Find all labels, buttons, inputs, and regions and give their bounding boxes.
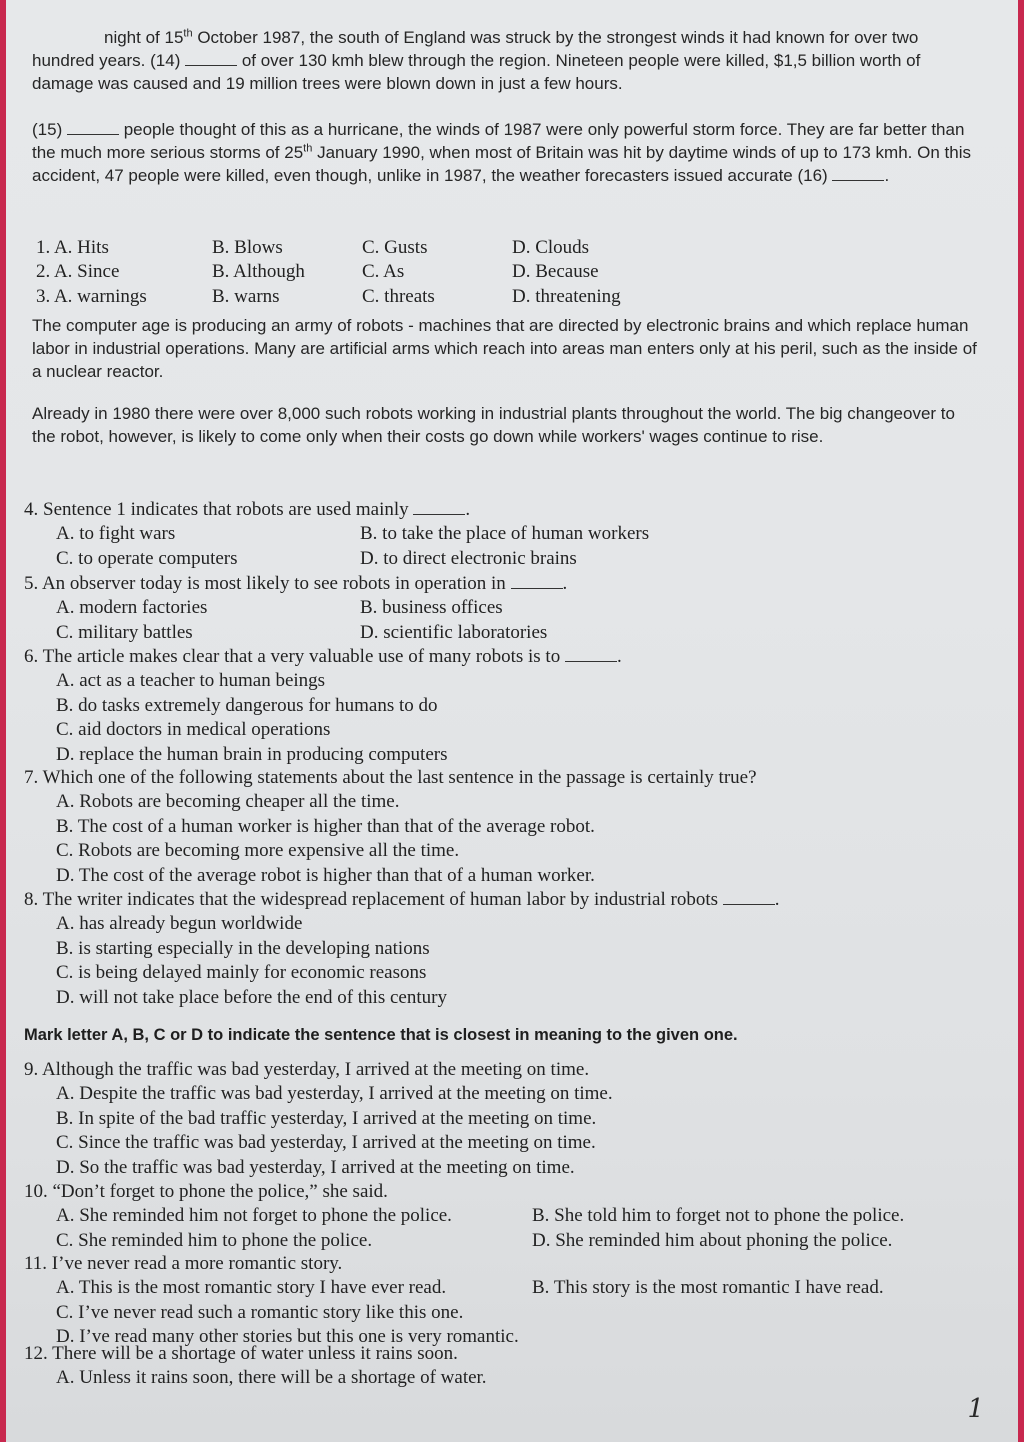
option-a: 1. A. Hits [36,237,109,258]
option-d: D. will not take place before the end of this century [56,986,447,1008]
passage1-text: of over 130 kmh blew through the region. Nineteen people were killed, $1,5 billion worth of damage was caused and 19 million trees were blown down in just a few hours. [32,51,921,93]
passage1-text: January 1990, when most of Britain was hit by daytime winds of up to 173 kmh. On this accident, 47 people were killed, even though, unlike in 1987, the weather forecasters issued accurate (16) [32,143,971,185]
option-c: C. is being delayed mainly for economic reasons [56,962,427,984]
option-d: D. replace the human brain in producing computers [56,743,448,765]
option-b: B. do tasks extremely dangerous for humans to do [56,694,438,716]
question-stem: 12. There will be a shortage of water unless it rains soon. [24,1343,458,1364]
question-10 [24,1180,1004,1253]
question-stem: 6. The article makes clear that a very valuable use of many robots is to [24,646,561,667]
option-c: C. aid doctors in medical operations [56,719,331,741]
answer-blank [413,500,465,515]
passage2-paragraph1: The computer age is producing an army of robots - machines that are directed by electronic brains and which replace human labor in industrial operations. Many are artificial arms which reach into areas man enters only at his peril, such as the inside of a nuclear reactor. [32,316,977,381]
answer-blank [511,574,563,589]
question-stem: 5. An observer today is most likely to see robots in operation in [24,573,506,594]
option-c: C. threats [362,285,435,307]
option-a: A. modern factories [56,597,208,619]
answer-blank [565,647,617,662]
option-c: C. Robots are becoming more expensive all the time. [56,840,460,862]
option-a: A. Despite the traffic was bad yesterday, I arrived at the meeting on time. [56,1083,613,1105]
option-b: B. She told him to forget not to phone the police. [532,1205,905,1227]
option-a: A. She reminded him not forget to phone the police. [56,1205,452,1227]
passage1-text: (15) [32,120,67,139]
option-d: D. to direct electronic brains [360,547,577,569]
option-a: 2. A. Since [36,261,120,283]
question-stem: 4. Sentence 1 indicates that robots are used mainly [24,499,409,520]
option-b: B. business offices [360,597,503,619]
passage1-text: . [884,166,890,185]
blank-14 [185,51,237,66]
option-c: C. military battles [56,621,193,643]
option-a: A. Robots are becoming cheaper all the time. [56,791,400,813]
option-d: D. threatening [512,285,621,307]
question-9 [24,1058,1004,1180]
option-b: B. is starting especially in the developing nations [56,937,430,959]
option-a: A. This is the most romantic story I have ever read. [56,1277,447,1299]
passage1-paragraph1 [32,26,982,95]
question-11 [24,1252,1004,1350]
question-5: 5. An observer today is most likely to see robots in operation in . A. modern factories B. business offices C. military battles D. scientific laboratories [24,572,1004,645]
option-b: B. This story is the most romantic I have read. [532,1277,884,1299]
page-number: 1 [967,1394,984,1424]
question-8: 8. The writer indicates that the widespread replacement of human labor by industrial robots . A. has already begun worldwide B. is starting especially in the developing nations C. is being delayed mainly for economic reasons D. will not take place before the end of this century [24,888,1004,1010]
passage2-paragraph2: Already in 1980 there were over 8,000 such robots working in industrial plants throughout the world. The big changeover to the robot, however, is likely to come only when their costs go down while workers' wages continue to rise. [32,404,955,446]
option-c: C. I’ve never read such a romantic story like this one. [56,1301,464,1323]
question-12 [24,1342,1004,1391]
option-c: C. Gusts [362,237,428,258]
ordinal-suffix: th [303,142,313,155]
option-a: A. to fight wars [56,523,176,545]
passage1-text: night of 15 [104,28,184,47]
question-7 [24,766,1004,888]
option-d: D. The cost of the average robot is higher than that of a human worker. [56,864,595,886]
option-d: D. I’ve read many other stories but this one is very romantic. [56,1326,519,1348]
question-stem: 9. Although the traffic was bad yesterday, I arrived at the meeting on time. [24,1059,590,1080]
option-b: B. Although [212,261,305,283]
option-c: C. She reminded him to phone the police. [56,1229,373,1251]
option-b: B. warns [212,285,280,307]
blank-16 [832,166,884,181]
option-a: 3. A. warnings [36,285,147,307]
option-d: D. She reminded him about phoning the police. [532,1229,893,1251]
ordinal-suffix: th [183,27,193,40]
question-6: 6. The article makes clear that a very valuable use of many robots is to . A. act as a teacher to human beings B. do tasks extremely dangerous for humans to do C. aid doctors in medical operations D. replace the human brain in producing computers [24,645,1004,767]
option-d: D. Because [512,261,599,283]
question-stem: 10. “Don’t forget to phone the police,” she said. [24,1181,388,1202]
option-a: A. has already begun worldwide [56,913,303,935]
passage1-text: people thought of this as a hurricane, the winds of 1987 were only powerful storm force. They are far better than the much more serious storms of 25 [32,120,965,162]
option-c: C. As [362,261,405,283]
section-heading: Mark letter A, B, C or D to indicate the sentence that is closest in meaning to the given one. [24,1026,738,1044]
option-b: B. The cost of a human worker is higher than that of the average robot. [56,815,595,837]
option-a: A. Unless it rains soon, there will be a shortage of water. [56,1367,487,1389]
option-d: D. scientific laboratories [360,621,548,643]
option-c: C. Since the traffic was bad yesterday, I arrived at the meeting on time. [56,1132,596,1154]
option-b: B. In spite of the bad traffic yesterday, I arrived at the meeting on time. [56,1107,597,1129]
option-b: B. to take the place of human workers [360,523,650,545]
passage1-paragraph2 [32,118,982,187]
question-4: 4. Sentence 1 indicates that robots are used mainly . A. to fight wars B. to take the place of human workers C. to operate computers D. to direct electronic brains [24,498,1004,571]
worksheet-page [6,0,1018,1442]
option-b: B. Blows [212,237,283,258]
option-c: C. to operate computers [56,547,238,569]
blank-15 [67,120,119,135]
option-d: D. So the traffic was bad yesterday, I arrived at the meeting on time. [56,1156,575,1178]
question-stem: 7. Which one of the following statements about the last sentence in the passage is certainly true? [24,767,757,788]
question-stem: 11. I’ve never read a more romantic story. [24,1253,343,1274]
passage1-text: October 1987, the south of England was struck by the strongest winds it had known for over two hundred years. (14) [32,28,919,70]
question-stem: 8. The writer indicates that the widespread replacement of human labor by industrial robots [24,889,718,910]
answer-blank [723,890,775,905]
option-d: D. Clouds [512,237,590,258]
option-a: A. act as a teacher to human beings [56,670,326,692]
